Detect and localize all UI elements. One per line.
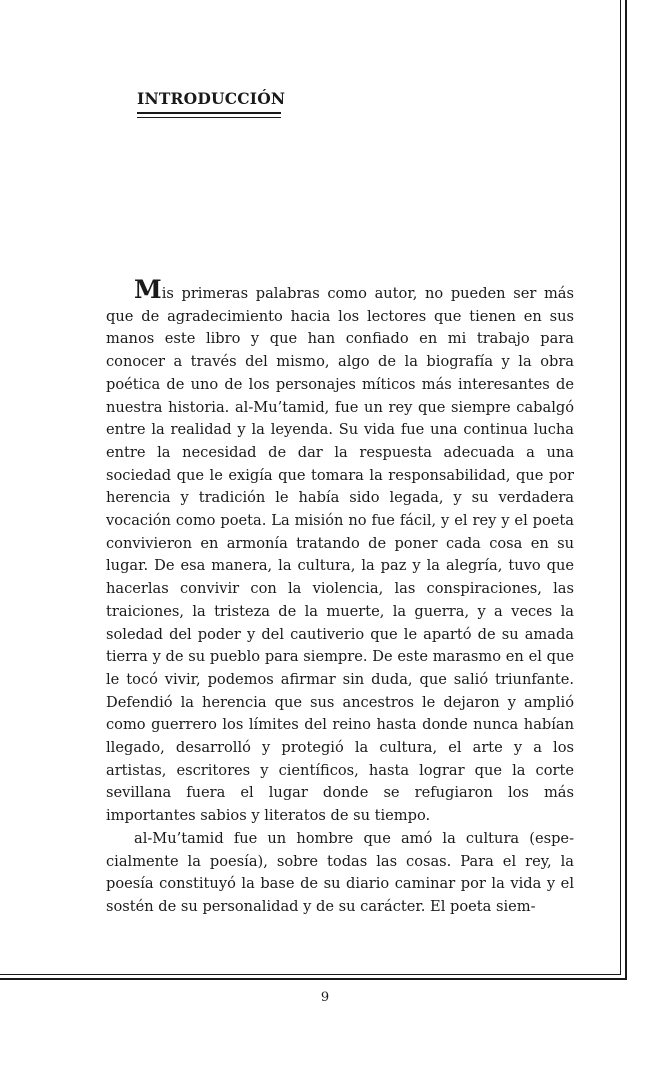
page-frame-bottom-outer-rule [0,978,627,980]
page-frame-right-inner-rule [620,0,621,975]
paragraph-2: al-Mu’tamid fue un hombre que amó la cultura (especialmente la poesía), sobre todas las cosas. Para el rey, la poesía constituyó la base de su diario caminar por la vida y el sostén de su personalidad y de su carácter. El poeta siem- [106,829,574,915]
heading-underline-thin [137,117,281,118]
page-frame-right-outer-rule [625,0,627,979]
page-number: 9 [320,990,330,1005]
paragraph-1-text: is primeras palabras como autor, no pueden ser más que de agradecimiento hacia los lectores que tienen en sus manos este libro y que han confiado en mi trabajo para conocer a través del mismo, algo de la biografía y la obra poética de uno de los personajes míticos más interesantes de nuestra historia. al-Mu’tamid, fue un rey que siempre cabalgó entre la realidad y la leyenda. Su vida fue una continua lucha entre la necesidad de dar la respuesta adecuada a una sociedad que le exigía que tomara la responsabilidad, que por herencia y tradición le había sido legada, y su verdadera vocación como poeta. La misión no fue fácil, y el rey y el poeta convivieron en armonía tratando de poner cada cosa en su lugar. De esa manera, la cultura, la paz y la alegría, tuvo que hacerlas convivir con la violencia, las conspiraciones, las traiciones, la tristeza de la muerte, la guerra, y a veces la soledad del poder y del cautiverio que le apartó de su amada tierra y de su pueblo para siempre. De este marasmo en el que le tocó vivir, podemos afirmar sin duda, que salió triunfante. Defendió la herencia que sus ancestros le dejaron y amplió como guerrero los límites del reino hasta donde nunca habían llegado, desarrolló y protegió la cultura, el arte y a los artistas, escritores y científicos, hasta lograr que la corte sevillana fuera el lugar donde se refugiaron los más importantes sabios y literatos de su tiempo. [106,285,574,825]
heading-underline-thick [137,112,281,114]
body-text [106,277,574,919]
paragraph-1 [106,277,574,828]
drop-cap-initial: M [134,275,162,304]
page-frame-bottom-inner-rule [0,974,621,975]
chapter-heading: INTRODUCCIÓN [137,89,286,108]
